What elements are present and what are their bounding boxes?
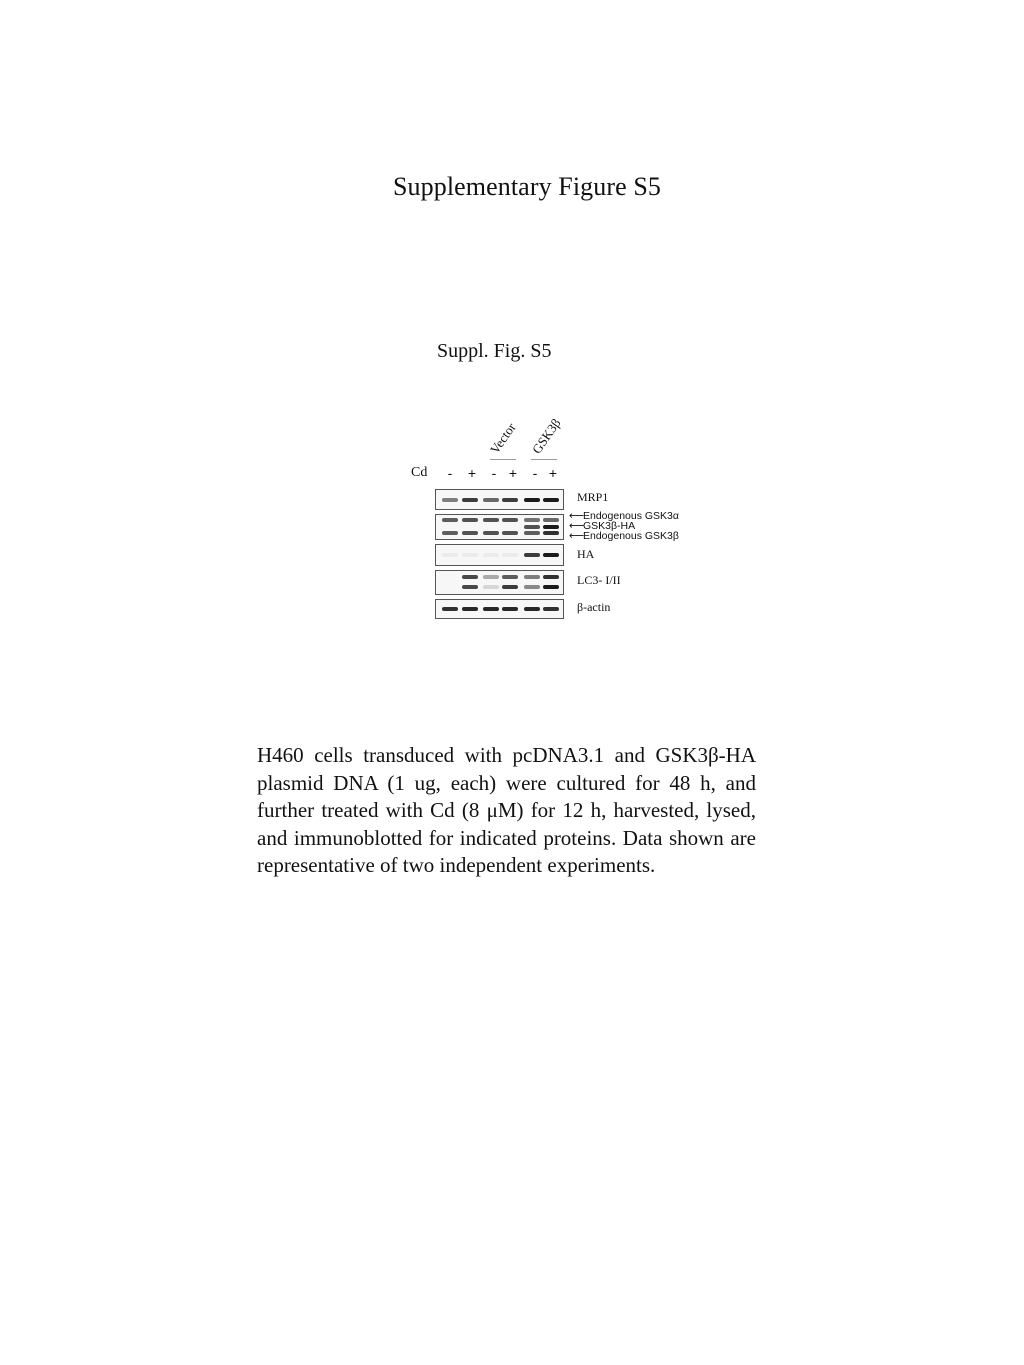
blot-band [543, 553, 559, 557]
blot-band [462, 575, 478, 579]
group-underline-gsk3b [531, 459, 557, 460]
blot-annotation-gsk3b-endo [569, 531, 679, 541]
lane-sign: - [532, 465, 538, 481]
lane-sign: - [447, 465, 453, 481]
blot-band [483, 498, 499, 502]
blot-band [442, 518, 458, 522]
blot-band [543, 525, 559, 529]
blot-band [483, 585, 499, 589]
blot-label-lc3: LC3- I/II [577, 573, 621, 587]
group-underline-vector [490, 459, 516, 460]
group-label-vector: Vector [486, 420, 519, 457]
blot-band [483, 575, 499, 579]
blot-band [502, 585, 518, 589]
blot-band [502, 607, 518, 611]
blot-band [502, 498, 518, 502]
left-arrow-icon: ⟵ [569, 530, 585, 542]
figure-caption: H460 cells transduced with pcDNA3.1 and GSK3β-HA plasmid DNA (1 ug, each) were cultured for 48 h, and further treated with Cd (8 μM) for 12 h, harvested, lysed, and immunoblotted for indicated proteins. Data shown are representative of two independent experiments. [257, 743, 756, 877]
blot-band [502, 553, 518, 557]
blot-band [483, 531, 499, 535]
blot-panel-actin [435, 599, 564, 619]
blot-band [524, 498, 540, 502]
blot-band [543, 607, 559, 611]
blot-band [524, 531, 540, 535]
blot-band [524, 585, 540, 589]
blot-band [442, 607, 458, 611]
blot-band [462, 585, 478, 589]
blot-band [524, 525, 540, 529]
lane-sign: - [491, 465, 497, 481]
blot-label-actin: β-actin [577, 600, 611, 614]
group-label-gsk3b: GSK3β [528, 415, 564, 457]
blot-panel-lc3 [435, 570, 564, 595]
blot-band [462, 498, 478, 502]
blot-band [442, 553, 458, 557]
lane-sign: + [467, 465, 477, 481]
annotation-text: Endogenous GSK3α [583, 510, 679, 522]
blot-label-mrp1: MRP1 [577, 490, 609, 504]
blot-band [543, 518, 559, 522]
blot-band [502, 518, 518, 522]
blot-band [524, 553, 540, 557]
blot-band [483, 553, 499, 557]
blot-panel-mrp1 [435, 489, 564, 510]
blot-band [524, 575, 540, 579]
blot-band [442, 498, 458, 502]
blot-band [462, 518, 478, 522]
annotation-text: GSK3β-HA [583, 520, 636, 532]
lane-sign: + [508, 465, 518, 481]
blot-band [543, 575, 559, 579]
left-arrow-icon: ⟵ [569, 510, 585, 522]
figure-label: Suppl. Fig. S5 [437, 340, 552, 362]
blot-band [442, 531, 458, 535]
blot-band [462, 531, 478, 535]
blot-label-ha: HA [577, 547, 595, 561]
blot-band [502, 531, 518, 535]
treatment-label: Cd [411, 465, 428, 480]
blot-band [543, 531, 559, 535]
blot-band [462, 553, 478, 557]
blot-panel-ha [435, 544, 564, 566]
annotation-text: Endogenous GSK3β [583, 530, 679, 542]
lane-sign: + [548, 465, 558, 481]
blot-band [483, 607, 499, 611]
blot-band [543, 585, 559, 589]
blot-band [543, 498, 559, 502]
blot-band [524, 607, 540, 611]
left-arrow-icon: ⟵ [569, 520, 585, 532]
page-title: Supplementary Figure S5 [392, 172, 662, 201]
blot-band [483, 518, 499, 522]
blot-panel-gsk3 [435, 514, 564, 540]
blot-band [462, 607, 478, 611]
blot-band [502, 575, 518, 579]
blot-band [524, 518, 540, 522]
